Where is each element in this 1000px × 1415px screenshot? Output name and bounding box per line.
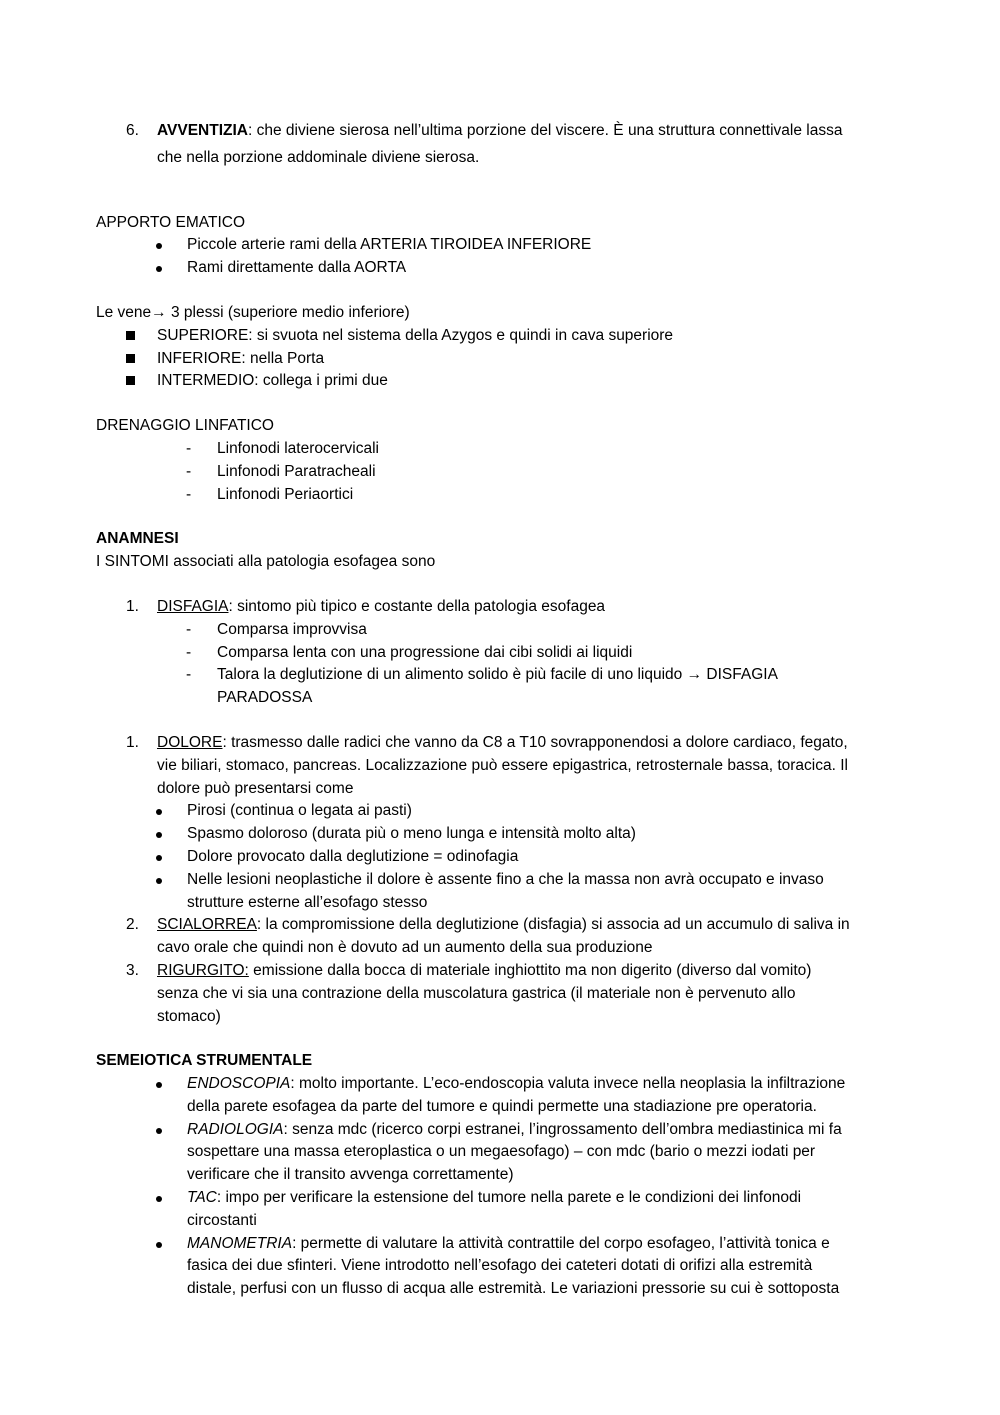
list-number: 6. xyxy=(126,122,139,139)
square-bullet-icon xyxy=(126,376,135,385)
list-item: INTERMEDIO: collega i primi due xyxy=(126,370,906,393)
list-item: INFERIORE: nella Porta xyxy=(126,348,906,371)
list-item-scialorrea: 2. SCIALORREA: la compromissione della deglutizione (disfagia) si associa ad un accumulo di saliva in cavo orale che quindi non è dovuto ad un aumento della sua produzione xyxy=(126,916,850,957)
bullet-icon xyxy=(156,1082,162,1088)
bullet-icon xyxy=(156,809,162,815)
list-number: 3. xyxy=(126,961,139,979)
dash-bullet: - xyxy=(186,620,192,638)
term-rigurgito: RIGURGITO: xyxy=(157,961,249,979)
list-item-tac: TAC: impo per verificare la estensione del tumore nella parete e le condizioni dei linfonodi circostanti xyxy=(156,1187,906,1233)
bullet-icon xyxy=(156,1128,162,1134)
list-item: - Linfonodi Periaortici xyxy=(186,484,906,507)
arrow-icon: → xyxy=(151,303,167,321)
list-item: Pirosi (continua o legata ai pasti) xyxy=(156,800,906,823)
list-item: - Linfonodi Paratracheali xyxy=(186,461,906,484)
list-item: Piccole arterie rami della ARTERIA TIROIDEA INFERIORE xyxy=(156,234,906,257)
list-item: Rami direttamente dalla AORTA xyxy=(156,257,906,280)
heading-anamnesi: ANAMNESI xyxy=(96,530,179,548)
term-endoscopia: ENDOSCOPIA xyxy=(187,1075,291,1093)
heading-semeiotica-strumentale: SEMEIOTICA STRUMENTALE xyxy=(96,1052,313,1070)
list-item-dolore: 1. DOLORE: trasmesso dalle radici che vanno da C8 a T10 sovrapponendosi a dolore cardiaco, fegato, vie biliari, stomaco, pancreas. Localizzazione può essere epigastrica, retrosternale bassa, toracica. Il dolore può presentarsi come xyxy=(126,733,848,797)
dash-bullet: - xyxy=(186,643,192,661)
list-item-rigurgito: 3. RIGURGITO: emissione dalla bocca di materiale inghiottito ma non digerito (diverso dal vomito) senza che vi sia una contrazione della muscolatura gastrica (il materiale non è pervenuto allo stomaco) xyxy=(126,961,812,1025)
bullet-icon xyxy=(156,832,162,838)
list-item: - Linfonodi laterocervicali xyxy=(186,438,906,461)
dash-bullet: - xyxy=(186,485,192,503)
list-item: SUPERIORE: si svuota nel sistema della Azygos e quindi in cava superiore xyxy=(126,325,906,348)
bullet-icon xyxy=(156,878,162,884)
square-bullet-icon xyxy=(126,331,135,340)
term-dolore: DOLORE xyxy=(157,733,223,751)
list-item: - Comparsa improvvisa xyxy=(186,619,906,642)
square-bullet-icon xyxy=(126,354,135,363)
term-avventizia: AVVENTIZIA xyxy=(157,122,248,139)
list-number: 1. xyxy=(126,733,139,751)
list-item-endoscopia: ENDOSCOPIA: molto importante. L’eco-endoscopia valuta invece nella neoplasia la infiltrazione della parete esofagea da parte del tumore e quindi permette una stadiazione pre operatoria. xyxy=(156,1073,906,1119)
term-manometria: MANOMETRIA xyxy=(187,1234,293,1252)
heading-drenaggio-linfatico: DRENAGGIO LINFATICO xyxy=(96,417,274,435)
dash-bullet: - xyxy=(186,666,192,684)
list-number: 1. xyxy=(126,597,139,615)
list-item-disfagia: 1. DISFAGIA: sintomo più tipico e costante della patologia esofagea xyxy=(126,596,906,619)
bullet-icon xyxy=(156,243,162,249)
list-item: - Talora la deglutizione di un alimento solido è più facile di uno liquido → DISFAGIA PARADOSSA xyxy=(186,666,778,707)
dash-bullet: - xyxy=(186,439,192,457)
list-item-avventizia: 6. AVVENTIZIA: che diviene sierosa nell’ultima porzione del viscere. È una struttura connettivale lassa che nella porzione addominale diviene sierosa. xyxy=(126,122,843,166)
vene-intro: Le vene→ 3 plessi (superiore medio inferiore) xyxy=(96,303,410,321)
term-disfagia: DISFAGIA xyxy=(157,597,229,615)
bullet-icon xyxy=(156,266,162,272)
list-item-manometria: MANOMETRIA: permette di valutare la attività contrattile del corpo esofageo, l’attività tonica e fasica dei due sfinteri. Viene introdotto nell’esofago dei cateteri dotati di orifizi alla estremità distale, perfusi con un flusso di acqua alle estremità. Le variazioni pressorie su cui è sottoposta xyxy=(156,1233,906,1301)
term-tac: TAC xyxy=(187,1189,217,1207)
list-item: Dolore provocato dalla deglutizione = odinofagia xyxy=(156,846,906,869)
bullet-icon xyxy=(156,1196,162,1202)
term-scialorrea: SCIALORREA xyxy=(157,916,257,934)
anamnesi-intro: I SINTOMI associati alla patologia esofagea sono xyxy=(96,553,436,571)
dash-bullet: - xyxy=(186,462,192,480)
document-page xyxy=(96,120,906,1301)
heading-apporto-ematico: APPORTO EMATICO xyxy=(96,213,245,231)
term-radiologia: RADIOLOGIA xyxy=(187,1120,284,1138)
list-item: Spasmo doloroso (durata più o meno lunga e intensità molto alta) xyxy=(156,823,906,846)
list-item-radiologia: RADIOLOGIA: senza mdc (ricerco corpi estranei, l’ingrossamento dell’ombra mediastinica mi fa sospettare una massa eteroplastica o un megaesofago) – con mdc (bario o mezzi iodati per verificare che il transito avvenga correttamente) xyxy=(156,1119,906,1187)
bullet-icon xyxy=(156,855,162,861)
list-item: - Comparsa lenta con una progressione dai cibi solidi ai liquidi xyxy=(186,642,906,665)
list-number: 2. xyxy=(126,916,139,934)
bullet-icon xyxy=(156,1242,162,1248)
list-item: Nelle lesioni neoplastiche il dolore è assente fino a che la massa non avrà occupato e invaso strutture esterne all’esofago stesso xyxy=(156,869,906,915)
